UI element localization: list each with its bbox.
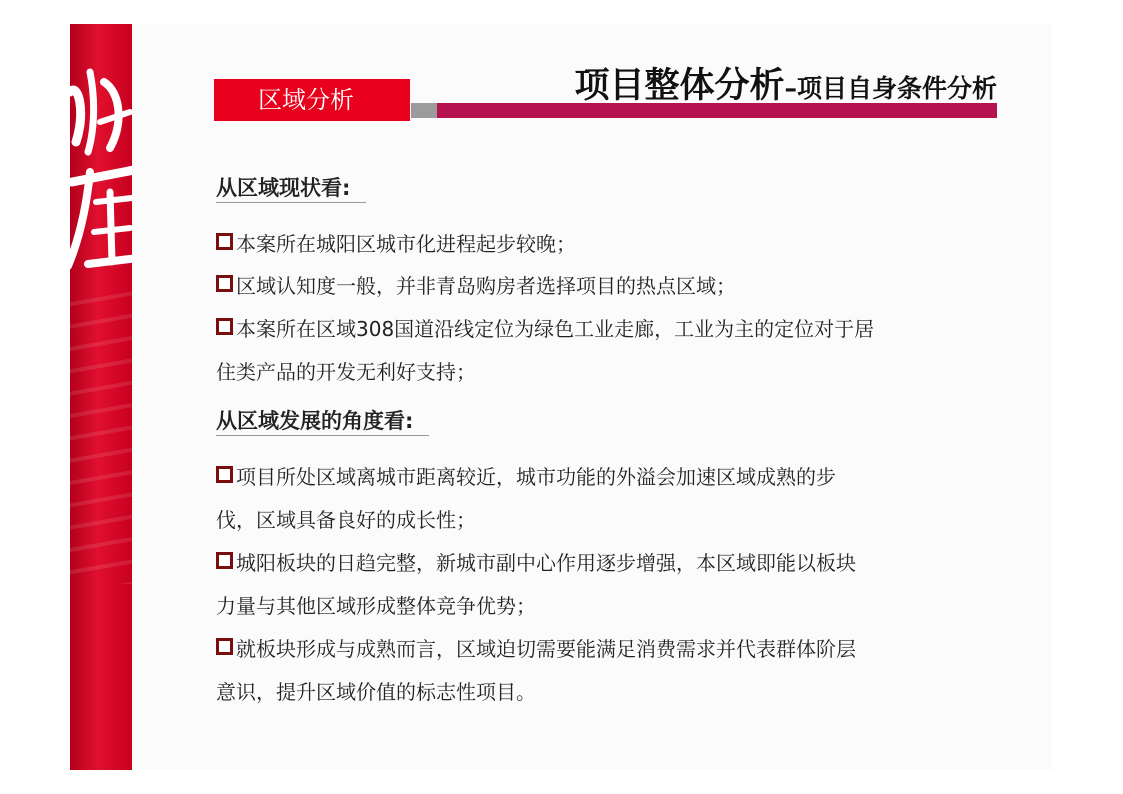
heading-development: 从区域发展的角度看: [216, 405, 429, 436]
page-title [574, 58, 997, 108]
list-item-continuation: 伐，区域具备良好的成长性； [216, 508, 476, 532]
title-sub: –项目自身条件分析 [784, 74, 997, 103]
title-main: 项目整体分析 [574, 66, 785, 106]
list-item: 城阳板块的日趋完整，新城市副中心作用逐步增强，本区域即能以板块 [216, 547, 856, 576]
list-item-continuation: 住类产品的开发无利好支持； [216, 360, 476, 384]
heading-current-status: 从区域现状看: [216, 172, 366, 203]
red-side-banner [70, 24, 132, 770]
list-item: 就板块形成与成熟而言，区域迫切需要能满足消费需求并代表群体阶层 [216, 633, 856, 662]
list-item: 本案所在区域308国道沿线定位为绿色工业走廊，工业为主的定位对于居 [216, 313, 874, 342]
list-item-continuation: 意识，提升区域价值的标志性项目。 [216, 680, 536, 704]
square-bullet-icon [216, 638, 233, 655]
calligraphy-logo-icon [70, 52, 132, 312]
list-item: 区域认知度一般，并非青岛购房者选择项目的热点区域； [216, 270, 736, 299]
square-bullet-icon [216, 552, 233, 569]
list-item: 项目所处区域离城市距离较近，城市功能的外溢会加速区域成熟的步 [216, 461, 836, 490]
square-bullet-icon [216, 466, 233, 483]
square-bullet-icon [216, 233, 233, 250]
section-tab: 区域分析 [214, 79, 410, 121]
list-item-continuation: 力量与其他区域形成整体竞争优势； [216, 594, 536, 618]
list-item: 本案所在城阳区城市化进程起步较晚； [216, 228, 576, 257]
title-bar-accent [411, 103, 437, 118]
square-bullet-icon [216, 318, 233, 335]
banner-texture [70, 284, 132, 584]
square-bullet-icon [216, 275, 233, 292]
